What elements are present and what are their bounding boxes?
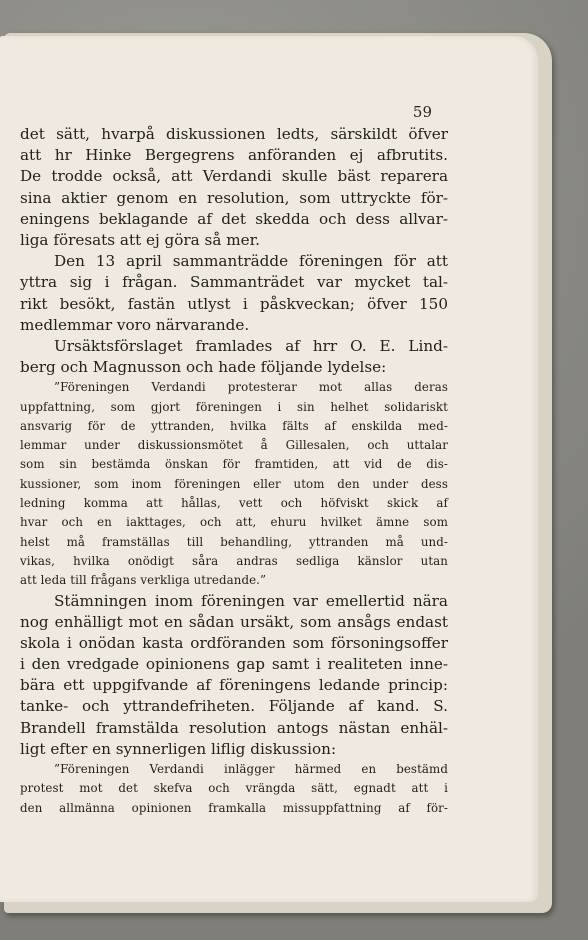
text-line: det sätt, hvarpå diskussionen ledts, särskildt öfver	[20, 125, 448, 143]
text-line: hvar och en iakttages, och att, ehuru hvilket ämne som	[20, 515, 448, 530]
text-line: helst må framställas till behandling, yttranden må und-	[20, 534, 448, 549]
paragraph	[20, 591, 448, 761]
text-line: rikt besökt, fastän utlyst i påskveckan; öfver 150	[20, 294, 448, 313]
text-line: ansvarig för de yttranden, hvilka fälts af enskilda med-	[20, 418, 448, 433]
quoted-resolution	[20, 378, 448, 590]
text-line: ligt efter en synnerligen liflig diskussion:	[20, 739, 337, 758]
paragraph	[20, 124, 448, 251]
text-line: berg och Magnusson och hade följande lydelse:	[20, 358, 387, 377]
text-line: ”Föreningen Verdandi inlägger härmed en bestämd	[54, 762, 448, 777]
text-line: som sin bestämda önskan för framtiden, att vid de dis-	[20, 457, 448, 472]
text-line: medlemmar voro närvarande.	[20, 315, 250, 334]
text-line: liga föresats att ej göra så mer.	[20, 230, 261, 249]
page-text	[20, 124, 448, 818]
paragraph	[20, 336, 448, 378]
text-line: protest mot det skefva och vrängda sätt, egnadt att i	[20, 781, 448, 796]
text-line: vikas, hvilka onödigt såra andras sedliga känslor utan	[20, 553, 448, 568]
text-line: den allmänna opinionen framkalla missuppfattning af för-	[20, 800, 448, 815]
text-line: yttra sig i frågan. Sammanträdet var mycket tal-	[20, 273, 448, 292]
text-line: De trodde också, att Verdandi skulle bäst reparera	[20, 167, 448, 186]
text-line: nog enhälligt mot en sådan ursäkt, som ansågs endast	[20, 612, 448, 631]
text-line: Den 13 april sammanträdde föreningen för att	[54, 252, 448, 271]
text-line: tanke- och yttrandefriheten. Följande af kand. S.	[20, 697, 448, 716]
text-line: Stämningen inom föreningen var emellertid nära	[54, 591, 448, 610]
text-line: Ursäktsförslaget framlades af hrr O. E. Lind-	[54, 336, 448, 355]
text-line: ledning komma att hållas, vett och höfviskt skick af	[20, 496, 448, 511]
text-line: bära ett uppgifvande af föreningens ledande princip:	[20, 676, 448, 695]
text-line: att leda till frågans verkliga utredande.”	[20, 573, 267, 588]
text-line: i den vredgade opinionens gap samt i realiteten inne-	[20, 655, 448, 674]
text-line: att hr Hinke Bergegrens anföranden ej afbrutits.	[20, 146, 448, 165]
paragraph	[20, 251, 448, 336]
text-line: ”Föreningen Verdandi protesterar mot allas deras	[54, 380, 448, 395]
text-line: sina aktier genom en resolution, som uttryckte för-	[20, 188, 448, 207]
quoted-resolution	[20, 760, 448, 818]
text-line: lemmar under diskussionsmötet å Gillesalen, och uttalar	[20, 438, 448, 453]
text-line: Brandell framstälda resolution antogs nästan enhäl-	[20, 718, 448, 737]
text-line: skola i onödan kasta ordföranden som försoningsoffer	[20, 633, 448, 652]
text-line: kussioner, som inom föreningen eller utom den under dess	[20, 476, 448, 491]
text-line: uppfattning, som gjort föreningen i sin helhet solidariskt	[20, 399, 448, 414]
text-line: eningens beklagande af det skedda och dess allvar-	[20, 209, 448, 228]
page-number: 59	[412, 103, 432, 121]
